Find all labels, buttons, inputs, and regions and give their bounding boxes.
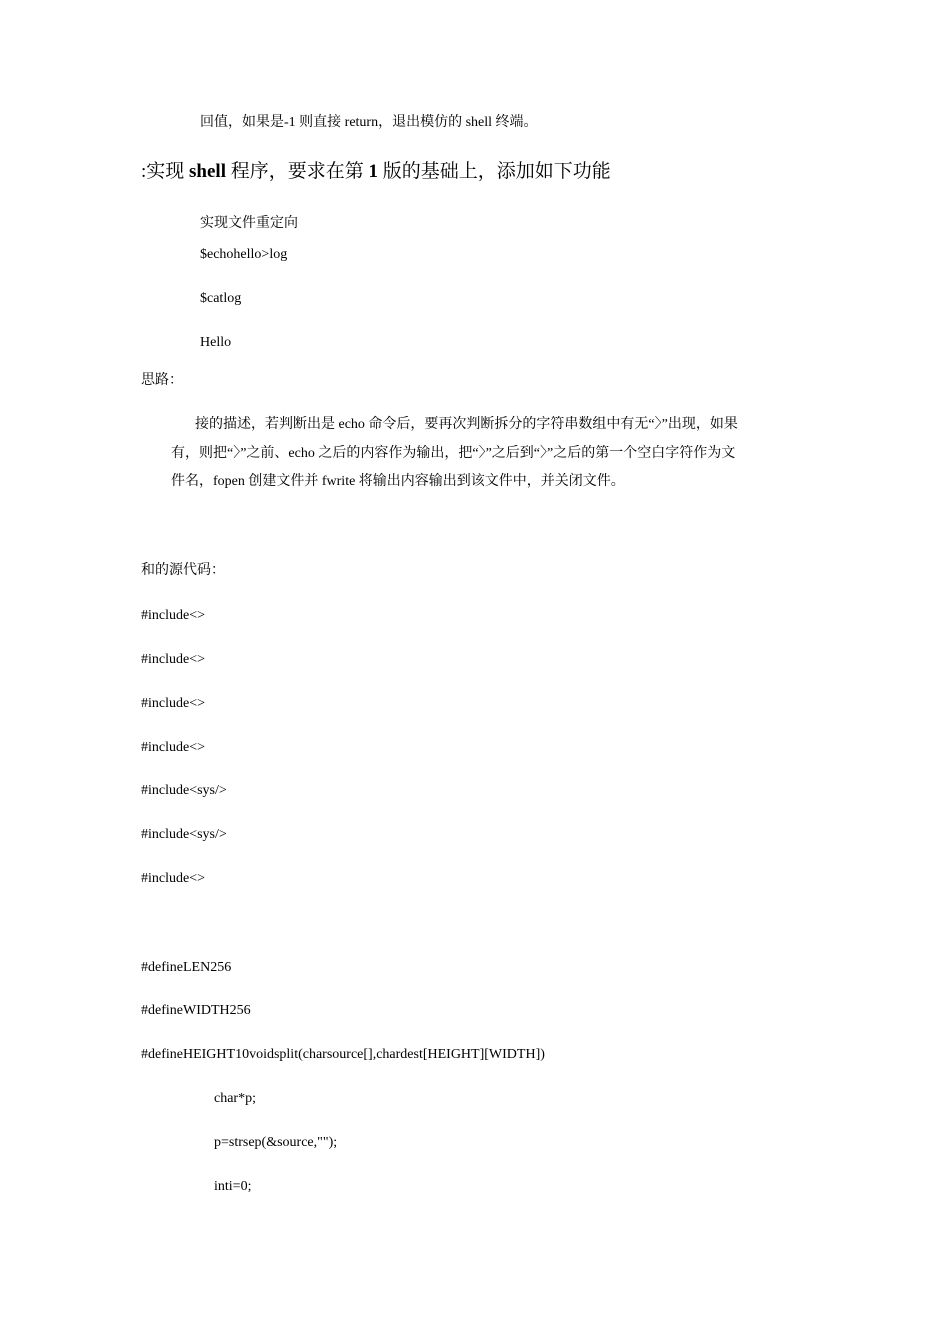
feature-line: Hello: [200, 335, 232, 350]
idea-label: 思路：: [141, 373, 183, 388]
heading-middle: 程序，要求在第: [225, 161, 369, 182]
code-line: #include<>: [141, 696, 205, 711]
heading-bold-num: 1: [368, 161, 378, 182]
heading-suffix: 版的基础上，添加如下功能: [378, 161, 611, 182]
code-line: #include<>: [141, 871, 205, 886]
code-line: #defineWIDTH256: [141, 1003, 251, 1018]
heading-bold-word: shell: [189, 161, 226, 182]
intro-line: 回值，如果是-1 则直接 return，退出模仿的 shell 终端。: [200, 115, 538, 130]
idea-paragraph-line: 有，则把“〉”之前、echo 之后的内容作为输出，把“〉”之后到“〉”之后的第一个空白字符作为文: [171, 446, 736, 461]
code-line: #include<>: [141, 608, 205, 623]
code-line: p=strsep(&source,"");: [214, 1135, 338, 1150]
source-label: 和的源代码：: [141, 563, 225, 578]
heading-prefix: :实现: [141, 161, 190, 182]
idea-paragraph-line: 接的描述，若判断出是 echo 命令后，要再次判断拆分的字符串数组中有无“〉”出现，如果: [195, 417, 738, 432]
code-line: #include<sys/>: [141, 827, 227, 842]
code-line: char*p;: [214, 1091, 256, 1106]
code-line: #include<sys/>: [141, 783, 227, 798]
code-line: #include<>: [141, 740, 205, 755]
feature-line: 实现文件重定向: [200, 216, 298, 231]
code-line: inti=0;: [214, 1179, 252, 1194]
code-line: #include<>: [141, 652, 205, 667]
idea-paragraph-line: 件名，fopen 创建文件并 fwrite 将输出内容输出到该文件中，并关闭文件。: [171, 474, 625, 489]
code-line: #defineLEN256: [141, 960, 232, 975]
section-heading: [141, 160, 611, 184]
code-line: #defineHEIGHT10voidsplit(charsource[],chardest[HEIGHT][WIDTH]): [141, 1047, 545, 1062]
feature-line: $echohello>log: [200, 247, 288, 262]
feature-line: $catlog: [200, 291, 242, 306]
